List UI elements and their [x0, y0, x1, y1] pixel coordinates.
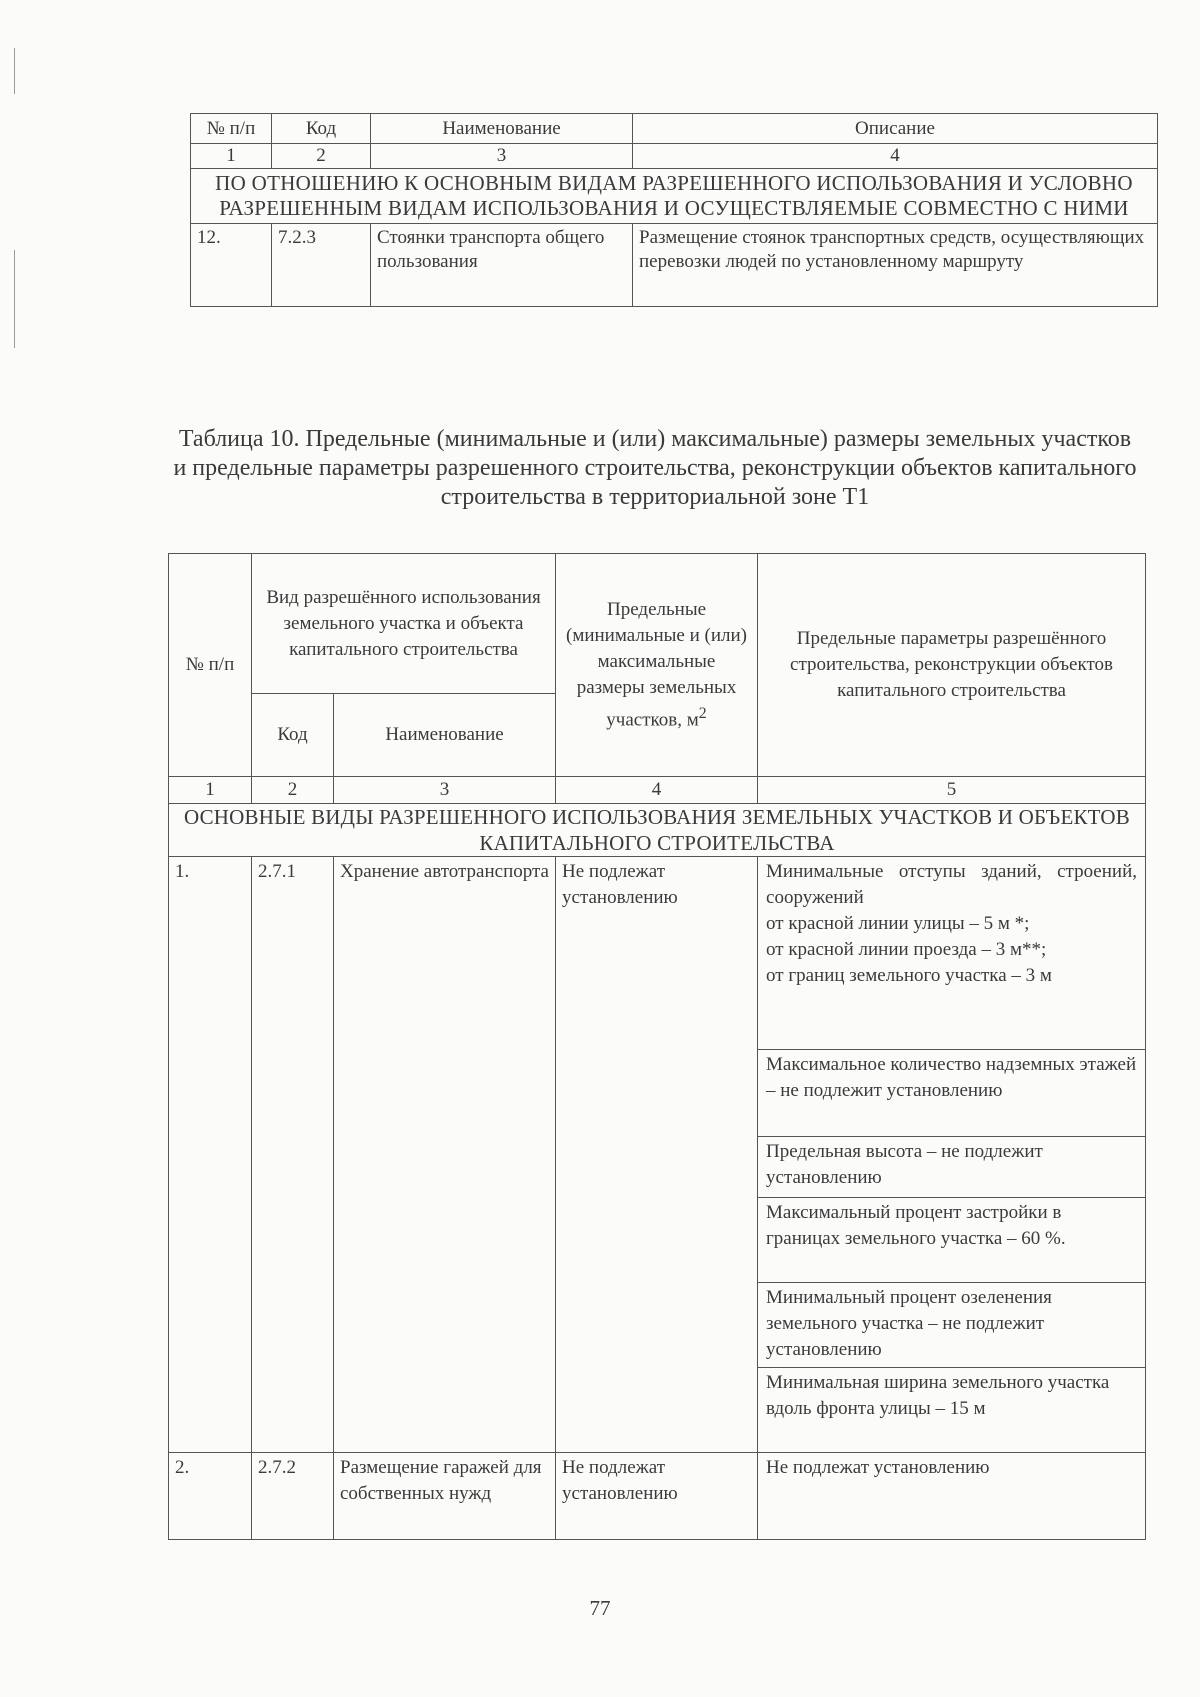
page-number: 77 — [589, 1596, 611, 1620]
table-header-row — [191, 114, 1158, 144]
row-number: 12. — [191, 224, 272, 307]
scan-margin-line — [14, 250, 15, 348]
row-code: 7.2.3 — [272, 224, 371, 307]
param-height: Предельная высота – не подлежит установлению — [758, 1137, 1146, 1198]
param-none: Не подлежат установлению — [758, 1453, 1146, 1540]
section-row — [191, 169, 1158, 224]
header-name: Наименование — [371, 114, 633, 144]
header-num: № п/п — [169, 554, 252, 777]
header-sizes-text: Предельные (минимальные и (или) максимальные размеры земельных участков, м — [566, 598, 748, 731]
section-title: ПО ОТНОШЕНИЮ К ОСНОВНЫМ ВИДАМ РАЗРЕШЕННОГО ИСПОЛЬЗОВАНИЯ И УСЛОВНО РАЗРЕШЕННЫМ ВИДАМ ИСПОЛЬЗОВАНИЯ И ОСУЩЕСТВЛЯЕМЫЕ СОВМЕСТНО С НИМИ — [191, 169, 1158, 224]
column-number: 2 — [272, 144, 371, 169]
row-code: 2.7.2 — [252, 1453, 334, 1540]
param-coverage: Максимальный процент застройки в границах земельного участка – 60 %. — [758, 1198, 1146, 1283]
row-description: Размещение стоянок транспортных средств, осуществляющих перевозки людей по установленному маршруту — [633, 224, 1158, 307]
param-floors: Максимальное количество надземных этажей – не подлежит установлению — [758, 1050, 1146, 1137]
uses-table — [190, 113, 1158, 307]
column-number: 4 — [556, 777, 758, 804]
section-row — [169, 804, 1146, 857]
table-row — [191, 224, 1158, 307]
header-sizes — [556, 554, 758, 777]
column-number: 2 — [252, 777, 334, 804]
table-row — [169, 1453, 1146, 1540]
header-sizes-sup: 2 — [698, 704, 707, 722]
column-number: 5 — [758, 777, 1146, 804]
header-description: Описание — [633, 114, 1158, 144]
row-name: Размещение гаражей для собственных нужд — [334, 1453, 556, 1540]
limits-table — [168, 553, 1146, 1540]
header-params: Предельные параметры разрешённого строительства, реконструкции объектов капитального строительства — [758, 554, 1146, 777]
param-line: от границ земельного участка – 3 м — [766, 965, 1052, 986]
column-number-row — [169, 777, 1146, 804]
column-number: 1 — [169, 777, 252, 804]
column-number: 3 — [371, 144, 633, 169]
header-num: № п/п — [191, 114, 272, 144]
param-greenery: Минимальный процент озеленения земельного участка – не подлежит установлению — [758, 1283, 1146, 1368]
column-number: 1 — [191, 144, 272, 169]
table-header-row — [169, 554, 1146, 694]
row-number: 1. — [169, 857, 252, 1453]
param-setbacks — [758, 857, 1146, 1050]
table-caption: Таблица 10. Предельные (минимальные и (или) максимальные) размеры земельных участков и предельные параметры разрешенного строительства, реконструкции объектов капитального строительства в территориальной зоне Т1 — [173, 426, 1137, 510]
row-name: Стоянки транспорта общего пользования — [371, 224, 633, 307]
column-number-row — [191, 144, 1158, 169]
param-line: от красной линии проезда – 3 м**; — [766, 939, 1047, 960]
column-number: 3 — [334, 777, 556, 804]
section-title: ОСНОВНЫЕ ВИДЫ РАЗРЕШЕННОГО ИСПОЛЬЗОВАНИЯ ЗЕМЕЛЬНЫХ УЧАСТКОВ И ОБЪЕКТОВ КАПИТАЛЬНОГО СТРОИТЕЛЬСТВА — [169, 804, 1146, 857]
header-use-type: Вид разрешённого использования земельного участка и объекта капитального строительства — [252, 554, 556, 694]
row-name: Хранение автотранспорта — [334, 857, 556, 1453]
row-number: 2. — [169, 1453, 252, 1540]
header-code: Код — [272, 114, 371, 144]
header-code: Код — [252, 694, 334, 777]
row-sizes: Не подлежат установлению — [556, 857, 758, 1453]
scan-margin-line — [14, 48, 15, 94]
param-line: Минимальные отступы зданий, строений, сооружений — [766, 861, 1137, 908]
param-line: от красной линии улицы – 5 м *; — [766, 913, 1030, 934]
param-frontage: Минимальная ширина земельного участка вдоль фронта улицы – 15 м — [758, 1368, 1146, 1453]
table-row — [169, 857, 1146, 1050]
row-code: 2.7.1 — [252, 857, 334, 1453]
column-number: 4 — [633, 144, 1158, 169]
header-name: Наименование — [334, 694, 556, 777]
row-sizes: Не подлежат установлению — [556, 1453, 758, 1540]
